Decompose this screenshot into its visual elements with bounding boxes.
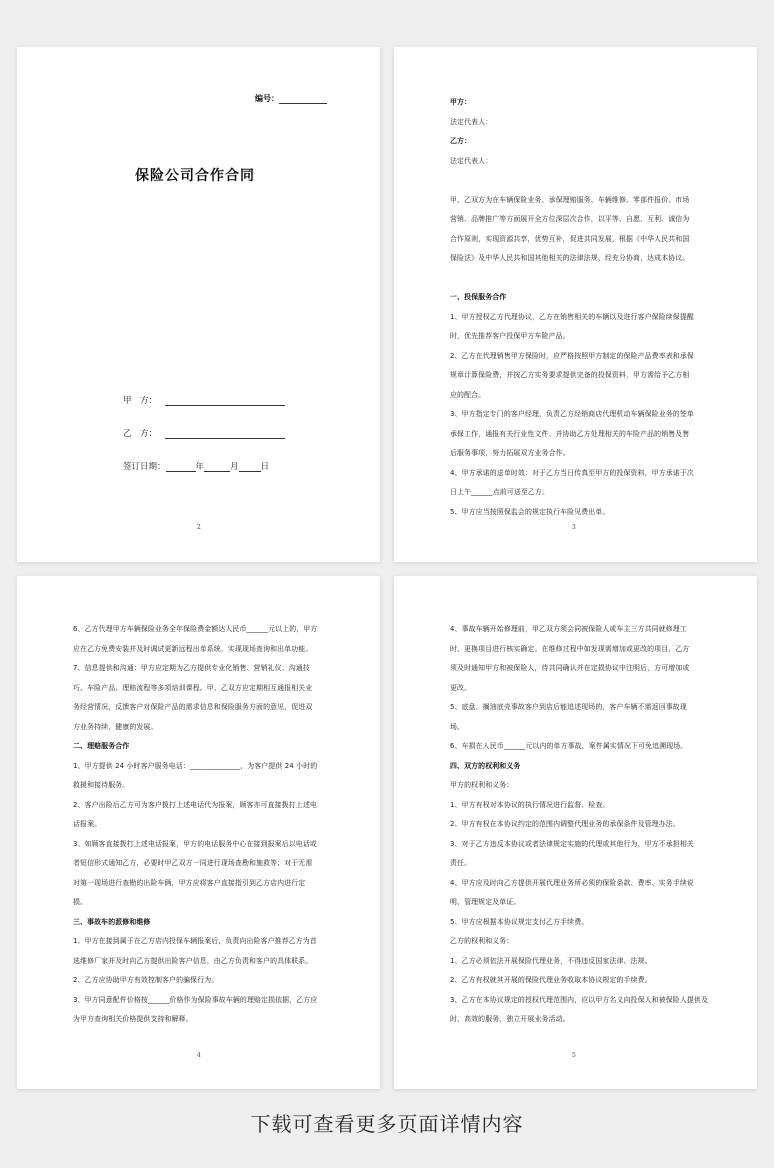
body-text-line: 3、甲方指定专门的客户经理，负责乙方经销商店代理机动车辆保险业务的签单	[450, 410, 694, 418]
page-number: 4	[197, 1052, 201, 1059]
party-b-signature-line	[123, 427, 285, 439]
body-text-line: 须及时通知甲方和被保险人，待共同确认并在定损协议中注明后，方可增加或	[450, 664, 690, 672]
page-number: 3	[572, 524, 576, 531]
page-number: 2	[197, 524, 201, 531]
day-label: 日	[260, 462, 270, 472]
body-text-line: 甲、乙双方为在车辆保险业务、承保理赔服务、车辆维修、零部件报价、市场	[450, 195, 690, 204]
contract-number-label: 编号：	[255, 94, 279, 103]
page-3-body	[450, 93, 708, 522]
sign-date-label: 签订日期：	[123, 462, 166, 472]
body-text-line: 2、客户出险后乙方可为客户拨打上述电话代为报案，顾客亦可直接拨打上述电	[73, 800, 317, 809]
body-text-line: 3、甲方同意配件价格按______价格作为保险事故车辆的理赔定损依据，乙方应	[73, 995, 318, 1004]
body-text-line: 话报案。	[73, 820, 102, 828]
body-text-line: 乙方的权利和义务：	[450, 937, 514, 945]
page-3	[394, 47, 757, 562]
section-heading: 乙方：	[450, 137, 472, 145]
body-text-line: 3、乙方在本协议规定的授权代理范围内，应以甲方名义向投保人和被保险人提供及	[450, 995, 708, 1004]
body-text-line: 场。	[450, 722, 465, 731]
body-text-line: 合作原则，实现资源共享，优势互补，促进共同发展，根据《中华人民共和国	[450, 234, 690, 243]
party-a-label: 甲 方：	[123, 396, 158, 406]
day-blank	[239, 462, 261, 472]
body-text-line: 1、甲方提供 24 小时客户服务电话：______________，为客户提供 24 小时的	[73, 761, 318, 770]
body-text-line: 务经营情况，反馈客户对保险产品的需求信息和保险服务方面的意见，促进双	[73, 703, 313, 711]
party-b-label: 乙 方：	[123, 429, 158, 439]
contract-number	[255, 93, 327, 104]
body-text-line: 后服务事项，努力拓展双方业务合作。	[450, 449, 570, 457]
body-text-line: 选维修厂家并及时向乙方提供出险客户信息，由乙方负责和客户的具体联系。	[73, 956, 313, 965]
body-text-line: 法定代表人：	[450, 117, 493, 126]
party-a-blank	[165, 396, 285, 406]
body-text-line: 对第一现场进行查勘的出险车俩，甲方应将客户直接指引到乙方店内进行定	[73, 878, 306, 887]
party-a-signature-line	[123, 394, 285, 406]
body-text-line: 者短信形式通知乙方，必要时甲乙双方一同进行现场查勘和施救等；对于无需	[73, 859, 313, 867]
body-text-line: 救援和接待服务。	[73, 781, 130, 789]
body-text-line: 应的配合。	[450, 390, 486, 399]
body-text-line: 巧、车险产品、理赔流程等多项培训课程。甲、乙双方应定期相互通报相关业	[73, 683, 313, 692]
body-text-line: 2、乙方有权就其开展的保险代理业务收取本协议规定的手续费。	[450, 976, 652, 984]
body-text-line: 保险法》及中华人民共和国其他相关的法律法规，经充分协商，达成本协议。	[450, 254, 690, 262]
body-text-line: 明、管理规定及单证。	[450, 898, 521, 906]
section-heading: 甲方：	[450, 98, 472, 106]
page-4-body	[73, 620, 331, 1030]
document-title: 保险公司合作合同	[135, 168, 255, 184]
body-text-line: 应在乙方免费安装并及时调试更新远程出单系统，实现现场查询和出单功能。	[73, 644, 313, 653]
body-text-line: 时，优先推荐客户投保甲方车险产品。	[450, 332, 570, 340]
body-text-line: 规章计算保险费，并按乙方实务要求提供完备的投保资料，甲方需给予乙方相	[450, 371, 690, 379]
page-5-body	[450, 620, 708, 1030]
body-text-line: 6、乙方代理甲方车辆保险业务全年保险费金额达人民币______元以上的，甲方	[73, 625, 318, 633]
body-text-line: 2、乙方在代理销售甲方保险时，应严格按照甲方制定的保险产品费率表和承保	[450, 351, 694, 360]
body-text-line: 方业务持续、健康的发展。	[73, 722, 158, 731]
body-text-line: 2、甲方有权在本协议约定的范围内调整代理业务的承保条件及管理办法。	[450, 820, 680, 828]
sign-date-line	[123, 460, 269, 472]
body-text-line: 损。	[73, 898, 88, 906]
page-4	[17, 576, 380, 1089]
body-text-line: 3、对于乙方违反本协议或者法律规定实施的代理或其他行为，甲方不承担相关	[450, 839, 694, 848]
section-heading: 二、理赔服务合作	[73, 742, 130, 750]
body-text-line: 7、信息提供和沟通：甲方应定期为乙方提供专业化销售、营销礼仪、沟通技	[73, 664, 310, 672]
body-text-line: 3、如顾客直接拨打上述电话报案，甲方的电话服务中心在接到报案后以电话或	[73, 839, 317, 848]
body-text-line: 1、甲方在接到属于在乙方店内投保车辆报案后，负责向出险客户推荐乙方为首	[73, 937, 317, 945]
body-text-line: 甲方的权利和义务：	[450, 781, 514, 789]
section-heading: 四、双方的权利和义务	[450, 761, 521, 770]
body-text-line: 承保工作，通报有关行业性文件、并协助乙方处理相关的车险产品的销售及售	[450, 429, 690, 438]
body-text-line: 营销、品牌推广等方面展开全方位深层次合作，以平等、自愿、互利、诚信为	[450, 215, 690, 223]
body-text-line: 4、甲方承诺的送单时效：对于乙方当日传真至甲方的投保资料，甲方承诺于次	[450, 468, 694, 477]
year-blank	[166, 462, 196, 472]
body-text-line: 6、车损在人民币______元以内的单方事故，案件属实情况下可免追溯现场。	[450, 742, 688, 750]
body-text-line: 1、甲方授权乙方代理协议，乙方在销售相关的车辆以及进行客户保险续保提醒	[450, 312, 694, 321]
body-text-line	[450, 171, 708, 191]
body-text-line: 责任。	[450, 859, 472, 867]
body-text-line: 为甲方查询相关价格提供支持和解释。	[73, 1015, 193, 1023]
body-text-line: 5、底盘、搁油底壳事故客户到店后能追述现场的，客户车辆不需返回事故现	[450, 703, 687, 711]
page-5	[394, 576, 757, 1089]
body-text-line: 1、乙方必须依法开展保险代理业务，不得违反国家法律、法规。	[450, 956, 652, 965]
body-text-line: 1、甲方有权对本协议的执行情况进行监督、检查。	[450, 800, 610, 809]
body-text-line: 4、甲方应及时向乙方提供开展代理业务所必须的保险条款、费率、实务手续说	[450, 878, 694, 887]
body-text-line: 时、更换项目进行核实确定。在维修过程中如发现需增加或更改的项目，乙方	[450, 644, 690, 653]
body-text-line: 更改。	[450, 683, 472, 692]
month-label: 月	[230, 462, 239, 472]
body-text-line: 法定代表人：	[450, 156, 493, 165]
body-text-line: 时、高效的服务，独立开展业务活动。	[450, 1015, 570, 1023]
body-text-line: 日上午______点前可送至乙方。	[450, 488, 550, 496]
download-more-banner[interactable]: 下载可查看更多页面详情内容	[250, 1112, 524, 1136]
section-heading: 三、事故车的派修和维修	[73, 917, 151, 926]
body-text-line: 5、甲方应当按照保监会的规定执行车险见费出单。	[450, 507, 610, 516]
body-text-line	[450, 269, 708, 289]
month-blank	[204, 462, 230, 472]
contract-number-blank	[279, 94, 327, 104]
section-heading: 一、投保服务合作	[450, 293, 507, 301]
page-number: 5	[572, 1052, 576, 1059]
page-cover	[17, 47, 380, 562]
year-label: 年	[195, 462, 205, 472]
body-text-line: 5、甲方应根据本协议规定支付乙方手续费。	[450, 917, 589, 926]
body-text-line: 4、事故车辆开始修理前，甲乙双方须会同被保险人或车主三方共同就修理工	[450, 625, 687, 633]
body-text-line: 2、乙方应协助甲方有效控制客户的骗保行为。	[73, 976, 219, 984]
party-b-blank	[165, 429, 285, 439]
